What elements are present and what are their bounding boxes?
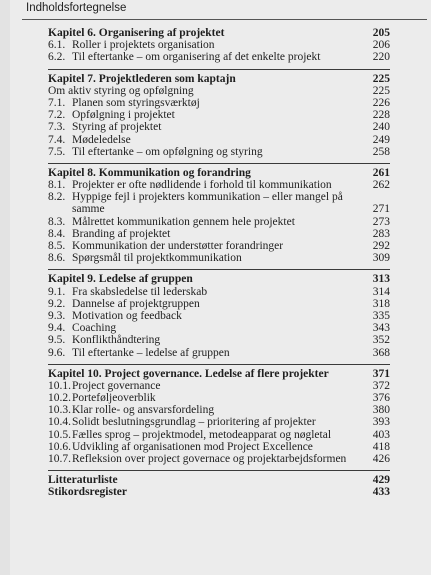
page-number: 258 [372,145,390,158]
page-number: 403 [372,428,390,441]
page-number: 426 [372,453,390,465]
toc-entry-row [48,51,390,63]
entry-title: Til eftertanke – ledelse af gruppen [72,346,230,359]
entry-title: Refleksion over project governace og projektarbejdsformen [72,453,347,465]
toc-entry-row [48,310,390,322]
toc-entry-row [48,179,390,191]
page-number: 283 [372,227,390,240]
chapter-title: Kapitel 9. Ledelse af gruppen [48,273,193,286]
section-number: 9.5. [48,334,66,347]
section-number: 7.2. [48,109,66,122]
page-number: 433 [372,486,390,499]
section-number: 9.4. [48,322,66,335]
entry-title: Styring af projektet [72,121,162,134]
section-number: 10.3. [48,404,71,417]
section-number: 6.2. [48,51,66,64]
section-number: 7.3. [48,121,66,134]
section-number: 9.2. [48,297,66,310]
toc-entry-row [48,252,390,264]
toc-chapter-row [48,486,390,498]
section-number: 7.1. [48,96,66,109]
toc-section [48,273,390,358]
section-divider [48,470,390,471]
entry-title: Porteføljeoverblik [72,392,156,405]
page-number: 368 [372,346,390,359]
toc-entry-row [48,322,390,334]
entry-title: Branding af projektet [72,227,171,240]
toc-entry-row [48,334,390,346]
entry-title: Udvikling af organisationen mod Project Excellence [72,440,313,453]
section-number: 8.4. [48,227,66,240]
section-number: 7.5. [48,145,66,158]
entry-title: Dannelse af projektgruppen [72,297,200,310]
page-number: 371 [372,367,390,380]
toc-entry-row [48,404,390,416]
chapter-title: Kapitel 6. Organisering af projektet [48,27,225,39]
page-number: 309 [372,252,390,265]
toc-entry-row [48,109,390,121]
chapter-title: Kapitel 7. Projektlederen som kaptajn [48,72,236,85]
entry-title: Målrettet kommunikation gennem hele projektet [72,215,295,228]
toc-entry-row [48,298,390,310]
page-number: 292 [372,240,390,252]
entry-title: Spørgsmål til projektkommunikation [72,252,242,265]
toc-chapter-row [48,73,390,85]
page-number: 335 [372,309,390,322]
section-number: 9.1. [48,285,66,298]
entry-title: Opfølgning i projektet [72,109,175,122]
section-number: 8.1. [48,179,66,192]
entry-title: Mødeledelse [72,133,131,146]
entry-title: Fra skabsledelse til lederskab [72,285,208,298]
toc-section [48,474,390,498]
page-number: 220 [372,51,390,64]
entry-title: Til eftertanke – om organisering af det enkelte projekt [72,51,321,64]
toc-entry-row [48,134,390,146]
section-number: 9.6. [48,346,66,359]
toc-section [48,167,390,265]
page-number: 273 [372,215,390,228]
section-divider [48,163,390,164]
section-number: 6.1. [48,39,66,52]
page-number: 205 [372,27,390,39]
toc-entry-row [48,392,390,404]
toc-entry-row [48,380,390,392]
section-divider [48,364,390,365]
toc-entry-row [48,191,390,203]
entry-title: Konflikthåndtering [72,334,161,347]
entry-title: Motivation og feedback [72,309,182,322]
page-number: 376 [372,392,390,405]
toc-entry-row [48,347,390,359]
toc-entry-row [48,453,390,465]
chapter-title: Stikordsregister [48,486,128,499]
toc-chapter-row [48,167,390,179]
chapter-title: Litteraturliste [48,474,118,487]
section-number: 8.6. [48,252,66,265]
toc-entry-row [48,441,390,453]
section-number: 10.5. [48,428,71,441]
page-number: 393 [372,416,390,429]
toc-entry-row [48,416,390,428]
toc-chapter-row [48,273,390,285]
section-number: 10.7. [48,453,71,465]
entry-title: Projekter er ofte nødlidende i forhold til kommunikation [72,179,332,192]
section-number: 10.1. [48,379,71,392]
section-number: 7.4. [48,133,66,146]
page-number: 262 [372,179,390,192]
page-number: 372 [372,379,390,392]
entry-title: Planen som styringsværktøj [72,96,200,109]
entry-title: Kommunikation der understøtter forandringer [72,240,284,252]
entry-title: Om aktiv styring og opfølgning [48,84,194,97]
page-number: 343 [372,322,390,335]
toc-chapter-row [48,368,390,380]
page-number: 226 [372,96,390,109]
entry-title: Roller i projektets organisation [72,39,215,52]
page-number: 313 [372,273,390,286]
toc-entry-row [48,216,390,228]
page-number: 228 [372,109,390,122]
page-number: 429 [372,474,390,487]
toc-entry-row [48,228,390,240]
chapter-title: Kapitel 10. Project governance. Ledelse af flere projekter [48,367,329,380]
section-number: 10.6. [48,440,71,453]
toc-entry-row [48,121,390,133]
section-divider [48,269,390,270]
entry-title: samme [72,203,105,216]
toc-entry-row [48,429,390,441]
section-number: 10.4. [48,416,71,429]
entry-title: Klar rolle- og ansvarsfordeling [72,404,215,417]
toc-entry-row [48,85,390,97]
section-divider [48,69,390,70]
running-head: Indholdsfortegnelse [26,2,127,14]
section-number: 8.2. [48,191,66,204]
page-number: 206 [372,39,390,52]
entry-title: Hyppige fejl i projekters kommunikation – eller mangel på [72,191,343,204]
page-number: 318 [372,297,390,310]
chapter-title: Kapitel 8. Kommunikation og forandring [48,166,251,179]
toc-entry-row [48,39,390,51]
page-number: 240 [372,121,390,134]
table-of-contents [48,27,390,499]
entry-title: Fælles sprog – projektmodel, metodeapparat og nøgletal [72,428,332,441]
section-number: 9.3. [48,309,66,322]
page-number: 271 [372,203,390,216]
page-number: 249 [372,133,390,146]
section-number: 8.3. [48,215,66,228]
section-number: 10.2. [48,392,71,405]
toc-entry-row [48,97,390,109]
page-number: 380 [372,404,390,417]
page-number: 352 [372,334,390,347]
toc-chapter-row [48,474,390,486]
toc-chapter-row [48,27,390,39]
toc-entry-row [48,203,390,215]
book-page [10,0,431,575]
entry-title: Coaching [72,322,117,335]
toc-entry-row [48,240,390,252]
toc-entry-row [48,146,390,158]
toc-entry-row [48,286,390,298]
toc-section [48,368,390,466]
page-number: 261 [372,166,390,179]
toc-section [48,27,390,64]
page-number: 314 [372,285,390,298]
page-number: 225 [372,72,390,85]
entry-title: Til eftertanke – om opfølgning og styring [72,145,263,158]
header-rule [22,19,427,20]
toc-section [48,73,390,158]
entry-title: Solidt beslutningsgrundlag – prioritering af projekter [72,416,316,429]
entry-title: Project governance [72,379,161,392]
section-number: 8.5. [48,240,66,252]
page-number: 225 [372,84,390,97]
page-number: 418 [372,440,390,453]
